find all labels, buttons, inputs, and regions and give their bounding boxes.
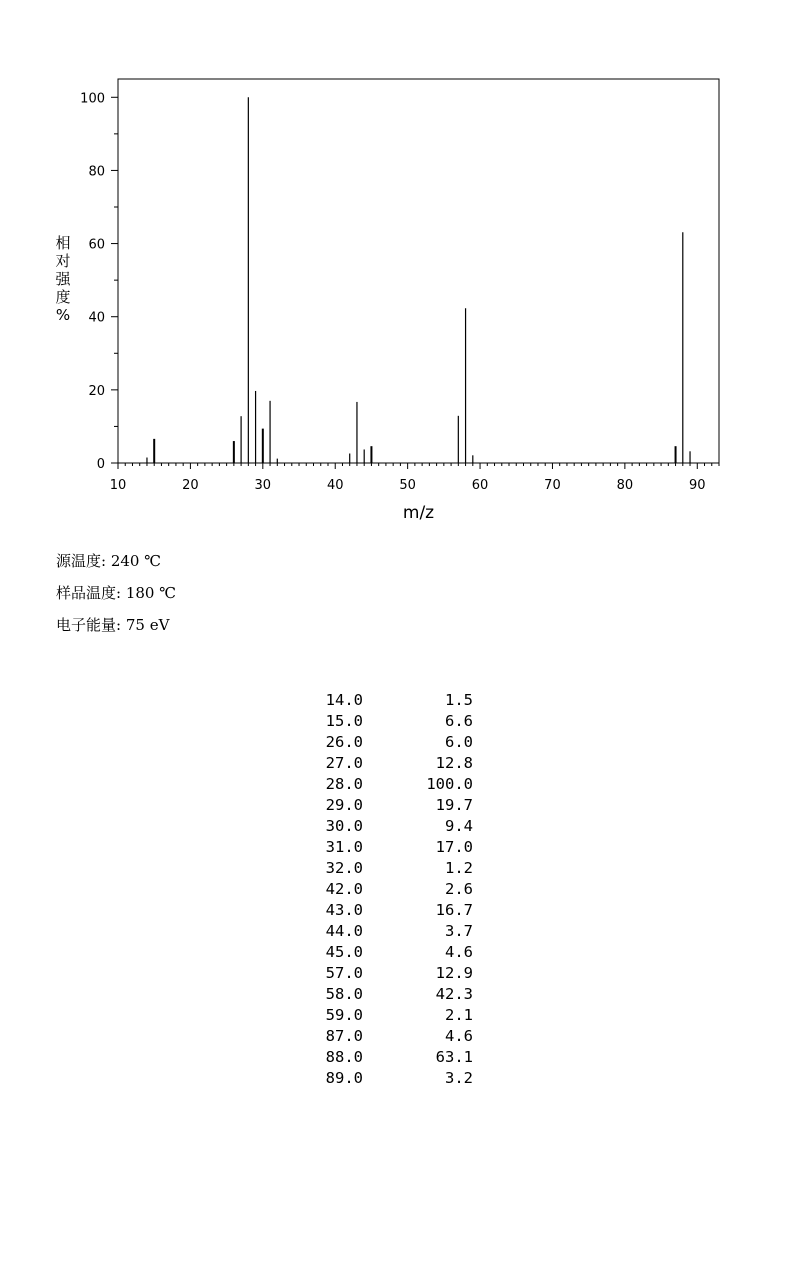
y-axis-title-char: 度 bbox=[55, 288, 71, 306]
x-axis-title: m/z bbox=[402, 503, 435, 523]
table-row bbox=[300, 774, 473, 795]
condition-value: 180 ℃ bbox=[125, 584, 177, 602]
x-tick-label: 40 bbox=[326, 478, 344, 493]
y-axis-title-char: 相 bbox=[55, 234, 71, 252]
table-row bbox=[300, 879, 473, 900]
x-tick-label: 60 bbox=[471, 478, 489, 493]
peak-mz-value: 59.0 bbox=[325, 1006, 363, 1024]
peak-mz-value: 26.0 bbox=[325, 733, 363, 751]
peak-mz-value: 15.0 bbox=[325, 712, 363, 730]
condition-sample-temperature bbox=[56, 581, 176, 613]
table-row bbox=[300, 816, 473, 837]
spectrum-svg bbox=[0, 0, 794, 540]
table-row bbox=[300, 732, 473, 753]
peak-intensity-value: 19.7 bbox=[435, 796, 473, 814]
measurement-conditions bbox=[56, 549, 176, 645]
condition-source-temperature bbox=[56, 549, 176, 581]
table-row bbox=[300, 900, 473, 921]
peak-intensity-value: 63.1 bbox=[435, 1048, 473, 1066]
peak-mz-value: 88.0 bbox=[325, 1048, 363, 1066]
peak-intensity-value: 6.6 bbox=[445, 712, 473, 730]
y-tick-label: 100 bbox=[80, 91, 105, 107]
peak-intensity-value: 12.9 bbox=[435, 964, 473, 982]
plot-frame bbox=[118, 79, 719, 463]
y-tick-label: 0 bbox=[96, 457, 105, 472]
peak-intensity-value: 17.0 bbox=[435, 838, 473, 856]
peak-intensity-value: 12.8 bbox=[435, 754, 473, 772]
condition-value: 240 ℃ bbox=[110, 552, 162, 570]
y-tick-label: 20 bbox=[88, 383, 105, 399]
peak-table bbox=[300, 690, 473, 1089]
x-tick-label: 70 bbox=[544, 478, 561, 493]
peak-mz-value: 44.0 bbox=[325, 922, 363, 940]
y-axis-title-char: % bbox=[55, 306, 71, 324]
peak-intensity-value: 4.6 bbox=[445, 943, 473, 961]
peak-mz-value: 45.0 bbox=[325, 943, 363, 961]
table-row bbox=[300, 1068, 473, 1089]
peak-mz-value: 87.0 bbox=[325, 1027, 363, 1045]
peak-intensity-value: 4.6 bbox=[445, 1027, 473, 1045]
peak-intensity-value: 2.1 bbox=[445, 1006, 473, 1024]
peak-intensity-value: 9.4 bbox=[445, 817, 473, 835]
mass-spectrum-chart bbox=[0, 0, 794, 540]
condition-label: 样品温度: bbox=[56, 584, 122, 602]
table-row bbox=[300, 1047, 473, 1068]
x-tick-label: 50 bbox=[399, 478, 416, 493]
peak-intensity-value: 3.7 bbox=[445, 922, 473, 940]
table-row bbox=[300, 1026, 473, 1047]
y-axis-title bbox=[54, 234, 72, 324]
table-row bbox=[300, 837, 473, 858]
condition-label: 源温度: bbox=[56, 552, 107, 570]
peak-mz-value: 89.0 bbox=[325, 1069, 363, 1087]
peak-intensity-value: 100.0 bbox=[426, 775, 473, 793]
x-tick-label: 80 bbox=[616, 478, 634, 493]
peak-intensity-value: 3.2 bbox=[445, 1069, 473, 1087]
x-tick-label: 30 bbox=[254, 478, 272, 493]
table-row bbox=[300, 984, 473, 1005]
table-row bbox=[300, 921, 473, 942]
table-row bbox=[300, 963, 473, 984]
peak-mz-value: 30.0 bbox=[325, 817, 363, 835]
condition-value: 75 eV bbox=[125, 616, 170, 634]
y-axis-title-char: 对 bbox=[55, 252, 71, 270]
table-row bbox=[300, 753, 473, 774]
table-row bbox=[300, 795, 473, 816]
peak-mz-value: 31.0 bbox=[325, 838, 363, 856]
y-tick-label: 60 bbox=[88, 237, 105, 253]
peak-intensity-value: 1.2 bbox=[445, 859, 473, 877]
y-tick-label: 80 bbox=[88, 164, 105, 180]
table-row bbox=[300, 1005, 473, 1026]
condition-electron-energy bbox=[56, 613, 176, 645]
peak-mz-value: 27.0 bbox=[325, 754, 363, 772]
peak-mz-value: 43.0 bbox=[325, 901, 363, 919]
peak-intensity-value: 42.3 bbox=[435, 985, 473, 1003]
peak-intensity-value: 1.5 bbox=[445, 691, 473, 709]
peak-mz-value: 29.0 bbox=[325, 796, 363, 814]
peak-mz-value: 14.0 bbox=[325, 691, 363, 709]
table-row bbox=[300, 690, 473, 711]
peak-mz-value: 57.0 bbox=[325, 964, 363, 982]
y-axis-title-char: 强 bbox=[55, 270, 71, 288]
table-row bbox=[300, 858, 473, 879]
x-tick-label: 20 bbox=[182, 478, 199, 493]
table-row bbox=[300, 942, 473, 963]
peak-mz-value: 32.0 bbox=[325, 859, 363, 877]
peak-intensity-value: 16.7 bbox=[435, 901, 473, 919]
peak-intensity-value: 2.6 bbox=[445, 880, 473, 898]
table-row bbox=[300, 711, 473, 732]
y-tick-label: 40 bbox=[88, 310, 105, 326]
x-tick-label: 10 bbox=[109, 478, 127, 493]
peak-mz-value: 58.0 bbox=[325, 985, 363, 1003]
peak-mz-value: 42.0 bbox=[325, 880, 363, 898]
peak-intensity-value: 6.0 bbox=[445, 733, 473, 751]
x-tick-label: 90 bbox=[689, 478, 706, 493]
condition-label: 电子能量: bbox=[56, 616, 122, 634]
peak-mz-value: 28.0 bbox=[325, 775, 363, 793]
